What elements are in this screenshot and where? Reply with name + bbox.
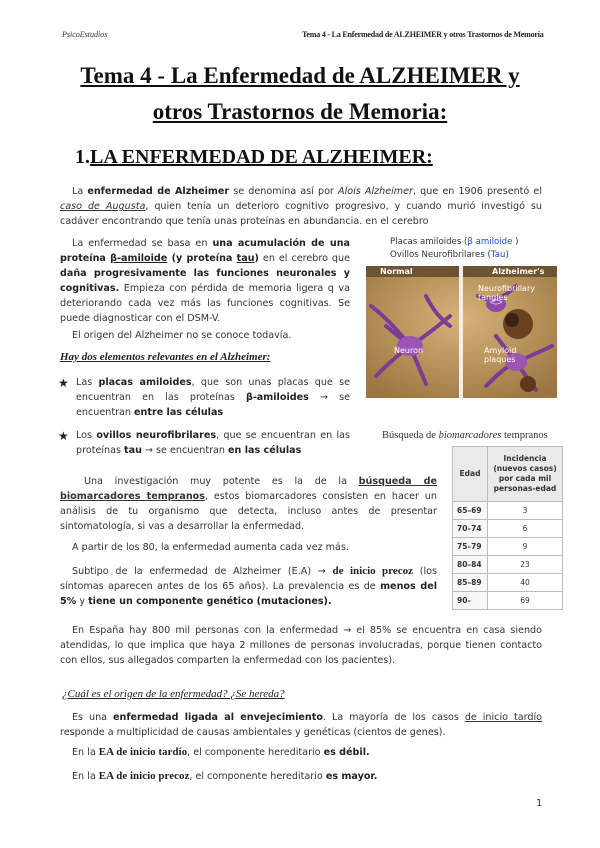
table-row: 85–89 40 xyxy=(453,574,563,592)
table-header-row xyxy=(453,447,563,502)
star-bullet-icon: ★ xyxy=(58,429,69,443)
research-paragraph: Una investigación muy potente es la de la búsqueda de biomarcadores tempranos, estos biomarcadores consisten en hacer un análisis de tu organismo que detecta, incluso antes de presentar sintomatología, si vas a desarrollar la enfermedad. xyxy=(60,476,437,532)
basis-paragraph: La enfermedad se basa en una acumulación de una proteína β-amiloide (y proteína tau) en el cerebro que daña progresivamente las funciones neuronales y cognitivas. Empieza con pérdida de memoria ligera q va deteriorando cada vez más las funciones cognitivas. Se puede diagnosticar con el DSM-V. xyxy=(60,238,351,324)
label-amyloid-plaques: Amyloid plaques xyxy=(484,346,517,364)
col-incidence-header: Incidencia (nuevos casos) por cada mil personas-edad xyxy=(488,447,563,502)
page-title xyxy=(40,58,560,130)
subtype-paragraph: Subtipo de la enfermedad de Alzheimer (E.A) → de inicio precoz (los síntomas aparecen antes de los 65 años). La prevalencia es de menos del 5% y tiene un componente genético (mutaciones). xyxy=(60,565,438,607)
figure-caption-plaques: Placas amiloides (β amiloide ) xyxy=(390,237,519,247)
late-onset-text: En la EA de inicio tardío, el componente hereditario es débil. xyxy=(72,746,370,758)
header-left: PsicoEstudios xyxy=(62,30,108,39)
title-line-1: Tema 4 - La Enfermedad de ALZHEIMER y xyxy=(80,63,520,88)
label-alzheimers: Alzheimer's xyxy=(492,267,545,276)
title-line-2: otros Trastornos de Memoria: xyxy=(152,99,448,124)
label-tangles: Neurofibrillary tangles xyxy=(478,284,535,302)
bullet-tangles: Los ovillos neurofibrilares, que se encuentran en las proteínas tau → se encuentran en las células xyxy=(76,430,350,456)
label-neuron: Neuron xyxy=(394,346,424,355)
table-row: 75–79 9 xyxy=(453,538,563,556)
aging-paragraph: Es una enfermedad ligada al envejecimiento. La mayoría de los casos de inicio tardío responde a multiplicidad de causas ambientales y genéticas (cientos de genes). xyxy=(60,712,542,738)
origin-text: El origen del Alzheimer no se conoce todavía. xyxy=(72,330,292,341)
incidence-table xyxy=(452,446,563,610)
from80-text: A partir de los 80, la enfermedad aumenta cada vez más. xyxy=(72,542,349,553)
table-row: 80–84 23 xyxy=(453,556,563,574)
table-row: 70–74 6 xyxy=(453,520,563,538)
elements-heading: Hay dos elementos relevantes en el Alzheimer: xyxy=(60,351,271,363)
spain-paragraph: En España hay 800 mil personas con la enfermedad → el 85% se encuentra en casa siendo atendidas, lo que implica que haya 2 millones de personas involucradas, porque tienen contacto con ellos, sus allegados comparten la enfermedad con los pacientes). xyxy=(60,625,542,666)
header-right: Tema 4 - La Enfermedad de ALZHEIMER y otros Trastornos de Memoria xyxy=(302,30,544,39)
neuron-illustration xyxy=(366,266,557,398)
question-heading: ¿Cuál es el origen de la enfermedad? ¿Se hereda? xyxy=(62,688,285,700)
bullet-plaques: Las placas amiloides, que son unas placas que se encuentran en las proteínas β-amiloides → se encuentran entre las células xyxy=(76,377,350,418)
section-number: 1. xyxy=(75,146,90,168)
table-row: 90– 69 xyxy=(453,592,563,610)
col-age-header: Edad xyxy=(453,447,488,502)
early-onset-text: En la EA de inicio precoz, el componente hereditario es mayor. xyxy=(72,770,378,782)
intro-paragraph: La enfermedad de Alzheimer se denomina así por Alois Alzheimer, que en 1906 presentó el caso de Augusta, quien tenía un deterioro cognitivo progresivo, y cuando murió investigó su cadáver encontrando que tenía unas proteínas en abundancia. en el cerebro xyxy=(60,186,542,227)
table-caption: Búsqueda de biomarcadores tempranos xyxy=(382,430,548,441)
label-normal: Normal xyxy=(380,267,413,276)
page-number: 1 xyxy=(536,798,543,809)
table-row: 65–69 3 xyxy=(453,502,563,520)
figure-caption-tangles: Ovillos Neurofibrilares (Tau) xyxy=(390,250,509,260)
section-title: LA ENFERMEDAD DE ALZHEIMER: xyxy=(90,146,433,168)
section-heading xyxy=(75,146,433,169)
star-bullet-icon: ★ xyxy=(58,376,69,390)
